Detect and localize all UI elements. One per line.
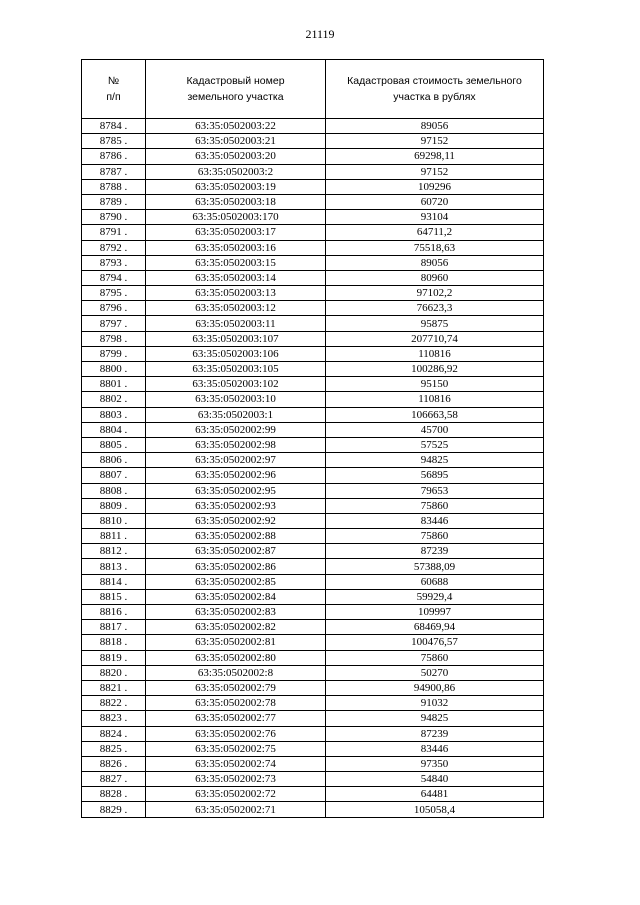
table-row — [82, 392, 544, 407]
row-number-cell: 8800 . — [82, 362, 146, 377]
table-row — [82, 513, 544, 528]
table-row — [82, 255, 544, 270]
header-line: № — [107, 75, 120, 87]
table-row — [82, 483, 544, 498]
table-row — [82, 665, 544, 680]
cadastral-number-cell: 63:35:0502002:87 — [146, 544, 326, 559]
row-number-cell: 8797 . — [82, 316, 146, 331]
row-number-cell: 8808 . — [82, 483, 146, 498]
row-number-cell: 8825 . — [82, 741, 146, 756]
table-row — [82, 772, 544, 787]
cadastral-value-cell: 80960 — [326, 270, 544, 285]
table-row — [82, 635, 544, 650]
cadastral-value-cell: 83446 — [326, 513, 544, 528]
cadastral-number-cell: 63:35:0502002:95 — [146, 483, 326, 498]
row-number-cell: 8827 . — [82, 772, 146, 787]
row-number-cell: 8805 . — [82, 437, 146, 452]
cadastral-value-cell: 97102,2 — [326, 286, 544, 301]
header-cadastral-value — [326, 60, 544, 119]
table-row — [82, 605, 544, 620]
table-row — [82, 620, 544, 635]
cadastral-value-cell: 87239 — [326, 544, 544, 559]
cadastral-number-cell: 63:35:0502003:106 — [146, 346, 326, 361]
cadastral-number-cell: 63:35:0502002:85 — [146, 574, 326, 589]
cadastral-number-cell: 63:35:0502003:19 — [146, 179, 326, 194]
cadastral-number-cell: 63:35:0502003:107 — [146, 331, 326, 346]
cadastral-value-cell: 75860 — [326, 529, 544, 544]
cadastral-value-cell: 59929,4 — [326, 589, 544, 604]
table-row — [82, 164, 544, 179]
cadastral-number-cell: 63:35:0502003:18 — [146, 194, 326, 209]
cadastral-value-cell: 94825 — [326, 711, 544, 726]
row-number-cell: 8801 . — [82, 377, 146, 392]
cadastral-value-cell: 89056 — [326, 119, 544, 134]
cadastral-value-table — [81, 59, 544, 818]
row-number-cell: 8811 . — [82, 529, 146, 544]
cadastral-number-cell: 63:35:0502002:97 — [146, 453, 326, 468]
cadastral-number-cell: 63:35:0502002:77 — [146, 711, 326, 726]
row-number-cell: 8809 . — [82, 498, 146, 513]
row-number-cell: 8814 . — [82, 574, 146, 589]
cadastral-value-cell: 60688 — [326, 574, 544, 589]
row-number-cell: 8804 . — [82, 422, 146, 437]
cadastral-value-cell: 105058,4 — [326, 802, 544, 817]
row-number-cell: 8824 . — [82, 726, 146, 741]
cadastral-value-cell: 75860 — [326, 650, 544, 665]
table-row — [82, 270, 544, 285]
table-row — [82, 210, 544, 225]
table-row — [82, 696, 544, 711]
row-number-cell: 8799 . — [82, 346, 146, 361]
row-number-cell: 8790 . — [82, 210, 146, 225]
cadastral-number-cell: 63:35:0502003:1 — [146, 407, 326, 422]
cadastral-value-cell: 110816 — [326, 346, 544, 361]
row-number-cell: 8822 . — [82, 696, 146, 711]
cadastral-value-cell: 95875 — [326, 316, 544, 331]
cadastral-number-cell: 63:35:0502003:105 — [146, 362, 326, 377]
header-line: п/п — [106, 91, 121, 103]
table-row — [82, 741, 544, 756]
table-row — [82, 589, 544, 604]
cadastral-value-cell: 91032 — [326, 696, 544, 711]
header-line: земельного участка — [187, 91, 284, 103]
cadastral-number-cell: 63:35:0502002:73 — [146, 772, 326, 787]
cadastral-number-cell: 63:35:0502003:2 — [146, 164, 326, 179]
cadastral-value-cell: 106663,58 — [326, 407, 544, 422]
cadastral-number-cell: 63:35:0502002:96 — [146, 468, 326, 483]
table-row — [82, 179, 544, 194]
row-number-cell: 8803 . — [82, 407, 146, 422]
row-number-cell: 8795 . — [82, 286, 146, 301]
row-number-cell: 8806 . — [82, 453, 146, 468]
cadastral-number-cell: 63:35:0502002:99 — [146, 422, 326, 437]
table-row — [82, 453, 544, 468]
cadastral-value-cell: 68469,94 — [326, 620, 544, 635]
cadastral-value-cell: 83446 — [326, 741, 544, 756]
cadastral-number-cell: 63:35:0502002:98 — [146, 437, 326, 452]
header-row-number — [82, 60, 146, 119]
cadastral-value-cell: 109997 — [326, 605, 544, 620]
cadastral-number-cell: 63:35:0502003:22 — [146, 119, 326, 134]
table-row — [82, 119, 544, 134]
row-number-cell: 8815 . — [82, 589, 146, 604]
cadastral-value-cell: 94900,86 — [326, 680, 544, 695]
table-row — [82, 301, 544, 316]
cadastral-number-cell: 63:35:0502003:102 — [146, 377, 326, 392]
table-row — [82, 194, 544, 209]
cadastral-value-cell: 76623,3 — [326, 301, 544, 316]
table-row — [82, 240, 544, 255]
table-row — [82, 377, 544, 392]
cadastral-number-cell: 63:35:0502002:82 — [146, 620, 326, 635]
cadastral-number-cell: 63:35:0502002:83 — [146, 605, 326, 620]
table-row — [82, 711, 544, 726]
cadastral-number-cell: 63:35:0502002:78 — [146, 696, 326, 711]
table-row — [82, 787, 544, 802]
table-row — [82, 756, 544, 771]
cadastral-number-cell: 63:35:0502003:10 — [146, 392, 326, 407]
cadastral-value-cell: 75860 — [326, 498, 544, 513]
cadastral-value-cell: 94825 — [326, 453, 544, 468]
row-number-cell: 8789 . — [82, 194, 146, 209]
cadastral-number-cell: 63:35:0502002:88 — [146, 529, 326, 544]
cadastral-value-cell: 93104 — [326, 210, 544, 225]
row-number-cell: 8807 . — [82, 468, 146, 483]
table-row — [82, 362, 544, 377]
table-row — [82, 529, 544, 544]
header-cadastral-number — [146, 60, 326, 119]
cadastral-value-cell: 50270 — [326, 665, 544, 680]
cadastral-number-cell: 63:35:0502002:81 — [146, 635, 326, 650]
row-number-cell: 8826 . — [82, 756, 146, 771]
cadastral-number-cell: 63:35:0502002:74 — [146, 756, 326, 771]
row-number-cell: 8812 . — [82, 544, 146, 559]
row-number-cell: 8796 . — [82, 301, 146, 316]
row-number-cell: 8829 . — [82, 802, 146, 817]
row-number-cell: 8818 . — [82, 635, 146, 650]
cadastral-number-cell: 63:35:0502003:20 — [146, 149, 326, 164]
header-line: участка в рублях — [393, 91, 476, 103]
table-row — [82, 346, 544, 361]
cadastral-value-cell: 69298,11 — [326, 149, 544, 164]
row-number-cell: 8802 . — [82, 392, 146, 407]
table-row — [82, 286, 544, 301]
table-row — [82, 422, 544, 437]
table-row — [82, 680, 544, 695]
header-line: Кадастровый номер — [186, 75, 285, 87]
row-number-cell: 8794 . — [82, 270, 146, 285]
cadastral-number-cell: 63:35:0502002:86 — [146, 559, 326, 574]
row-number-cell: 8819 . — [82, 650, 146, 665]
cadastral-value-cell: 110816 — [326, 392, 544, 407]
table-row — [82, 407, 544, 422]
row-number-cell: 8791 . — [82, 225, 146, 240]
row-number-cell: 8793 . — [82, 255, 146, 270]
row-number-cell: 8828 . — [82, 787, 146, 802]
row-number-cell: 8810 . — [82, 513, 146, 528]
cadastral-value-cell: 56895 — [326, 468, 544, 483]
row-number-cell: 8823 . — [82, 711, 146, 726]
table-row — [82, 468, 544, 483]
row-number-cell: 8792 . — [82, 240, 146, 255]
cadastral-value-cell: 97152 — [326, 134, 544, 149]
row-number-cell: 8798 . — [82, 331, 146, 346]
cadastral-number-cell: 63:35:0502003:13 — [146, 286, 326, 301]
cadastral-number-cell: 63:35:0502003:17 — [146, 225, 326, 240]
table-body — [82, 119, 544, 818]
table-row — [82, 134, 544, 149]
cadastral-number-cell: 63:35:0502003:14 — [146, 270, 326, 285]
row-number-cell: 8784 . — [82, 119, 146, 134]
cadastral-value-cell: 95150 — [326, 377, 544, 392]
cadastral-number-cell: 63:35:0502002:71 — [146, 802, 326, 817]
cadastral-value-cell: 89056 — [326, 255, 544, 270]
cadastral-number-cell: 63:35:0502003:15 — [146, 255, 326, 270]
header-line: Кадастровая стоимость земельного — [347, 75, 522, 87]
cadastral-value-cell: 75518,63 — [326, 240, 544, 255]
cadastral-value-cell: 79653 — [326, 483, 544, 498]
cadastral-number-cell: 63:35:0502002:72 — [146, 787, 326, 802]
cadastral-value-cell: 97350 — [326, 756, 544, 771]
cadastral-number-cell: 63:35:0502003:16 — [146, 240, 326, 255]
cadastral-number-cell: 63:35:0502002:80 — [146, 650, 326, 665]
cadastral-value-cell: 64711,2 — [326, 225, 544, 240]
cadastral-value-cell: 60720 — [326, 194, 544, 209]
cadastral-number-cell: 63:35:0502002:75 — [146, 741, 326, 756]
cadastral-number-cell: 63:35:0502003:12 — [146, 301, 326, 316]
cadastral-value-cell: 87239 — [326, 726, 544, 741]
table-row — [82, 316, 544, 331]
table-row — [82, 574, 544, 589]
cadastral-number-cell: 63:35:0502003:21 — [146, 134, 326, 149]
table-header-row — [82, 60, 544, 119]
table-row — [82, 498, 544, 513]
row-number-cell: 8813 . — [82, 559, 146, 574]
cadastral-value-cell: 207710,74 — [326, 331, 544, 346]
row-number-cell: 8785 . — [82, 134, 146, 149]
cadastral-value-cell: 100476,57 — [326, 635, 544, 650]
cadastral-number-cell: 63:35:0502002:84 — [146, 589, 326, 604]
table-row — [82, 802, 544, 817]
cadastral-value-cell: 54840 — [326, 772, 544, 787]
row-number-cell: 8816 . — [82, 605, 146, 620]
page-number: 21119 — [305, 27, 335, 41]
table-row — [82, 331, 544, 346]
table-row — [82, 559, 544, 574]
cadastral-value-cell: 57388,09 — [326, 559, 544, 574]
cadastral-number-cell: 63:35:0502003:11 — [146, 316, 326, 331]
cadastral-number-cell: 63:35:0502002:79 — [146, 680, 326, 695]
table-row — [82, 149, 544, 164]
cadastral-value-cell: 57525 — [326, 437, 544, 452]
cadastral-number-cell: 63:35:0502002:8 — [146, 665, 326, 680]
cadastral-number-cell: 63:35:0502003:170 — [146, 210, 326, 225]
table-row — [82, 544, 544, 559]
cadastral-number-cell: 63:35:0502002:92 — [146, 513, 326, 528]
table-row — [82, 225, 544, 240]
cadastral-number-cell: 63:35:0502002:76 — [146, 726, 326, 741]
row-number-cell: 8788 . — [82, 179, 146, 194]
row-number-cell: 8820 . — [82, 665, 146, 680]
cadastral-value-cell: 97152 — [326, 164, 544, 179]
row-number-cell: 8817 . — [82, 620, 146, 635]
cadastral-value-cell: 109296 — [326, 179, 544, 194]
cadastral-value-cell: 100286,92 — [326, 362, 544, 377]
row-number-cell: 8786 . — [82, 149, 146, 164]
row-number-cell: 8821 . — [82, 680, 146, 695]
table-row — [82, 650, 544, 665]
cadastral-number-cell: 63:35:0502002:93 — [146, 498, 326, 513]
table-row — [82, 726, 544, 741]
row-number-cell: 8787 . — [82, 164, 146, 179]
table-row — [82, 437, 544, 452]
cadastral-value-cell: 64481 — [326, 787, 544, 802]
cadastral-value-cell: 45700 — [326, 422, 544, 437]
